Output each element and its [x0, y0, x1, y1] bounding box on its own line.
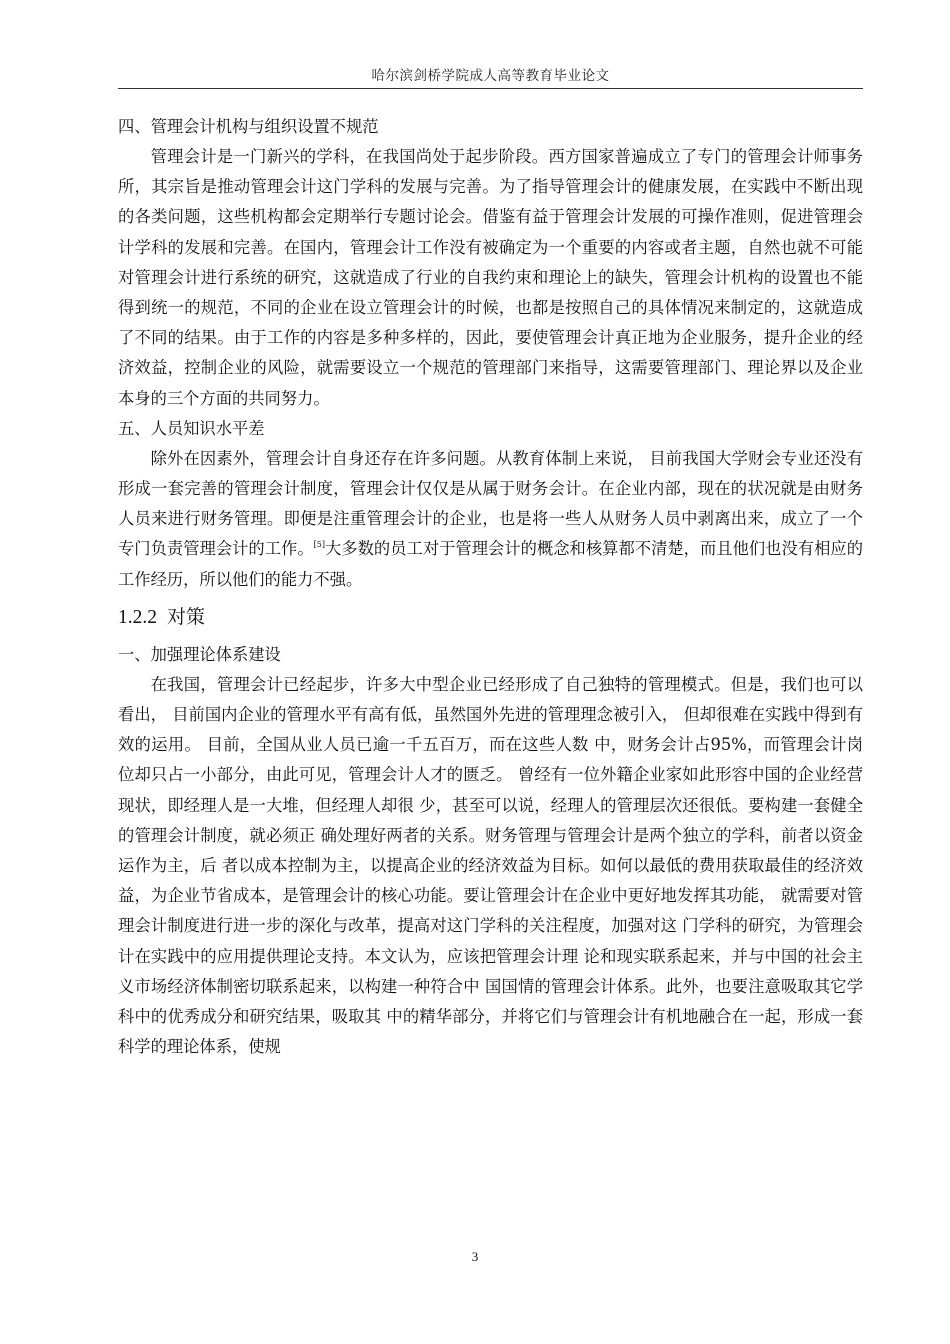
section-title: 对策 [167, 605, 206, 628]
citation-ref: [5] [313, 540, 325, 550]
section-4-paragraph: 管理会计是一门新兴的学科，在我国尚处于起步阶段。西方国家普遍成立了专门的管理会计师事务所，其宗旨是推动管理会计这门学科的发展与完善。为了指导管理会计的健康发展，在实践中不断出现的各类问题，这些机构都会定期举行专题讨论会。借鉴有益于管理会计发展的可操作准则，促进管理会计学科的发展和完善。在国内，管理会计工作没有被确定为一个重要的内容或者主题，自然也就不可能对管理会计进行系统的研究，这就造成了行业的自我约束和理论上的缺失，管理会计机构的设置也不能得到统一的规范，不同的企业在设立管理会计的时候，也都是按照自己的具体情况来制定的，这就造成了不同的结果。由于工作的内容是多种多样的，因此，要使管理会计真正地为企业服务，提升企业的经济效益，控制企业的风险，就需要设立一个规范的管理部门来指导，这需要管理部门、理论界以及企业本身的三个方面的共同努力。 [118, 147, 863, 408]
section-5-text-b: 大多数的员工对于管理会计的概念和核算都不清楚，而且他们也没有相应的工作经历，所以他们的能力不强。 [118, 539, 863, 589]
section-5-text-a: 除外在因素外，管理会计自身还存在许多问题。从教育体制上来说， 目前我国大学财会专业还没有形成一套完善的管理会计制度，管理会计仅仅是从属于财务会计。在企业内部，现在的状况就是由财务人员来进行财务管理。即便是注重管理会计的企业，也是将一些人从财务人员中剥离出来，成立了一个专门负责管理会计的工作。 [118, 448, 863, 559]
section-number: 1.2.2 [118, 606, 157, 628]
section-5-paragraph [118, 444, 863, 595]
subsection-1-paragraph: 在我国，管理会计已经起步，许多大中型企业已经形成了自己独特的管理模式。但是，我们也可以看出， 目前国内企业的管理水平有高有低，虽然国外先进的管理理念被引入， 但却很难在实践中得到有效的运用。 目前，全国从业人员已逾一千五百万，而在这些人数 中，财务会计占95%，而管理会计岗位却只占一小部分，由此可见，管理会计人才的匮乏。 曾经有一位外籍企业家如此形容中国的企业经营现状，即经理人是一大堆，但经理人却很 少，甚至可以说，经理人的管理层次还很低。要构建一套健全的管理会计制度，就必须正 确处理好两者的关系。财务管理与管理会计是两个独立的学科，前者以资金运作为主，后 者以成本控制为主，以提高企业的经济效益为目标。如何以最低的费用获取最佳的经济效 益，为企业节省成本，是管理会计的核心功能。要让管理会计在企业中更好地发挥其功能， 就需要对管理会计制度进行进一步的深化与改革，提高对这门学科的关注程度，加强对这 门学科的研究，为管理会计在实践中的应用提供理论支持。本文认为，应该把管理会计理 论和现实联系起来，并与中国的社会主义市场经济体制密切联系起来，以构建一种符合中 国国情的管理会计体系。此外，也要注意吸取其它学科中的优秀成分和研究结果，吸取其 中的精华部分，并将它们与管理会计有机地融合在一起，形成一套科学的理论体系，使规 [118, 674, 863, 1057]
running-header: 哈尔滨剑桥学院成人高等教育毕业论文 [371, 68, 610, 84]
section-heading-4: 四、管理会计机构与组织设置不规范 [118, 117, 379, 136]
document-body [118, 112, 863, 1062]
section-title-1-2-2 [118, 595, 863, 640]
subsection-heading-1: 一、加强理论体系建设 [118, 644, 281, 664]
page-number: 3 [471, 1249, 479, 1264]
section-heading-5: 五、人员知识水平差 [118, 418, 265, 438]
header-rule [118, 88, 863, 89]
